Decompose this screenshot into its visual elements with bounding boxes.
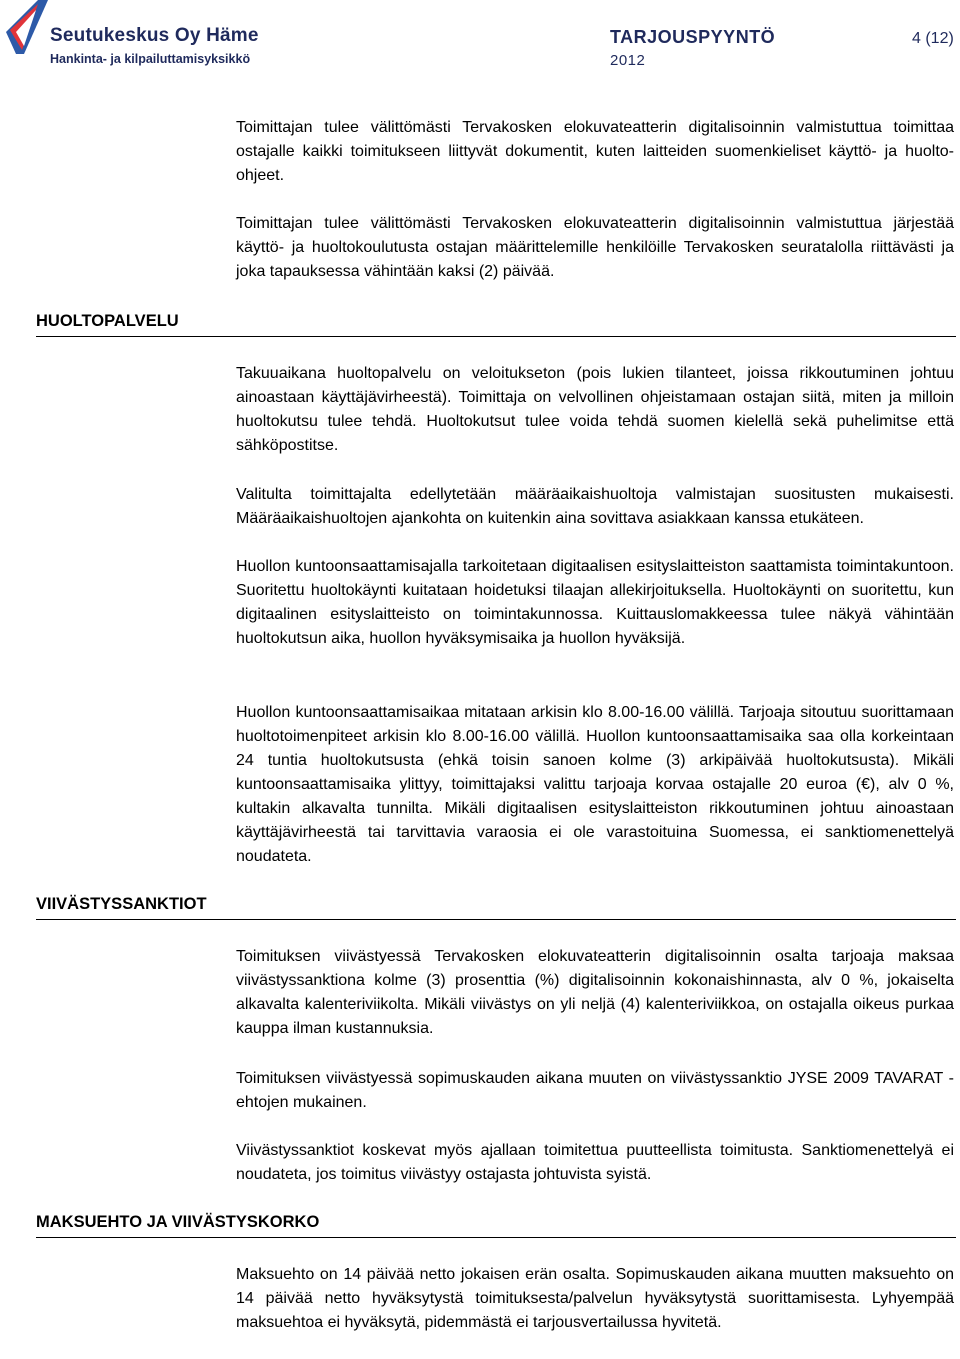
viivastyssanktiot-paragraph-1: Toimituksen viivästyessä Tervakosken elokuvateatterin digitalisoinnin osalta tarjoaja maksaa viivästyssanktiona kolme (3) prosenttia (%) digitalisoinnin kokonaishinnasta, alv 0 %, jokaiselta alkavalta kalenteriviikolta. Mikäli viivästys on yli neljä (4) kalenteriviikkoa, on ostajalla oikeus purkaa kauppa ilman kustannuksia.	[236, 948, 954, 1037]
document-year: 2012	[610, 52, 646, 69]
maksuehto-paragraph-1: Maksuehto on 14 päivää netto jokaisen erän osalta. Sopimuskauden aikana muutten maksuehto on 14 päivää netto hyväksytystä toimituksesta/palvelun hyväksytystä suorittamisesta. Lyhyempää maksuehtoa ei hyväksytä, pidemmästä ei tarjousvertailussa hyvitetä.	[236, 1266, 954, 1331]
viivastyssanktiot-paragraph-2: Toimituksen viivästyessä sopimuskauden aikana muuten on viivästyssanktio JYSE 2009 TAVARAT -ehtojen mukainen.	[236, 1070, 954, 1111]
section-heading-huoltopalvelu: HUOLTOPALVELU	[36, 312, 179, 330]
intro-paragraph-documents: Toimittajan tulee välittömästi Tervakosken elokuvateatterin digitalisoinnin valmistuttua toimittaa ostajalle kaikki toimitukseen liittyvät dokumentit, kuten laitteiden suomenkieliset käyttö- ja huolto-ohjeet.	[236, 119, 954, 184]
huoltopalvelu-paragraph-1: Takuuaikana huoltopalvelu on veloitukseton (pois lukien tilanteet, joissa rikkoutuminen johtuu ainoastaan käyttäjävirheestä). Toimittaja on velvollinen ohjeistamaan ostajan siitä, miten ja milloin huoltokutsu tulee tehdä. Huoltokutsut tulee voida tehdä suomen kielellä sekä puhelimitse että sähköpostitse.	[236, 365, 954, 454]
section-heading-viivastyssanktiot: VIIVÄSTYSSANKTIOT	[36, 895, 207, 913]
organization-unit: Hankinta- ja kilpailuttamisyksikkö	[50, 52, 251, 66]
seutukeskus-logo-icon	[2, 0, 52, 54]
section-heading-maksuehto: MAKSUEHTO JA VIIVÄSTYSKORKO	[36, 1213, 320, 1231]
huoltopalvelu-paragraph-3: Huollon kuntoonsaattamisajalla tarkoitetaan digitaalisen esityslaitteiston saattamista toimintakuntoon. Suoritettu huoltokäynti kuitataan hoidetuksi tilaajan allekirjoituksella. Huoltokäynti on suoritettu, kun digitaalinen esityslaitteisto on toimintakunnossa. Kuittauslomakkeessa tulee näkyä vähintään huoltokutsun aika, huollon hyväksymisaika ja huollon hyväksijä.	[236, 558, 954, 647]
huoltopalvelu-paragraph-4: Huollon kuntoonsaattamisaikaa mitataan arkisin klo 8.00-16.00 välillä. Tarjoaja sitoutuu suorittamaan huoltotoimenpiteet arkisin klo 8.00-16.00 välillä. Huollon kuntoonsaattamisaika saa olla korkeintaan 24 tuntia huoltokutsusta (ehkä toisin sanoen kolme (3) arkipäivää huoltokutsusta). Mikäli kuntoonsaattamisaika ylittyy, toimittajaksi valittu tarjoaja korvaa ostajalle 20 euroa (€), alv 0 %, kultakin alkavalta tunnilta. Mikäli digitaalisen esityslaitteiston rikkoutuminen johtuu ainoastaan käyttäjävirheestä tai tarvittavia varaosia ei ole varastoituina Suomessa, ei sanktiomenettelyä noudateta.	[236, 704, 954, 865]
intro-paragraph-training: Toimittajan tulee välittömästi Tervakosken elokuvateatterin digitalisoinnin valmistuttua järjestää käyttö- ja huoltokoulutusta ostajan määrittelemille henkilöille Tervakosken seuratalolla riittävästi ja joka tapauksessa vähintään kaksi (2) päivää.	[236, 215, 954, 280]
viivastyssanktiot-paragraph-3: Viivästyssanktiot koskevat myös ajallaan toimitettua puutteellista toimitusta. Sanktiomenettelyä ei noudateta, jos toimitus viivästyy ostajasta johtuvista syistä.	[236, 1142, 954, 1183]
document-type: TARJOUSPYYNTÖ	[610, 27, 776, 47]
page-number: 4 (12)	[912, 30, 954, 47]
huoltopalvelu-paragraph-2: Valitulta toimittajalta edellytetään määräaikaishuoltoja valmistajan suositusten mukaisesti. Määräaikaishuoltojen ajankohta on kuitenkin aina sovittava asiakkaan kanssa etukäteen.	[236, 486, 954, 527]
section-divider	[36, 336, 956, 337]
page-header	[0, 0, 960, 80]
section-divider	[36, 1237, 956, 1238]
organization-name: Seutukeskus Oy Häme	[50, 25, 259, 46]
section-divider	[36, 919, 956, 920]
